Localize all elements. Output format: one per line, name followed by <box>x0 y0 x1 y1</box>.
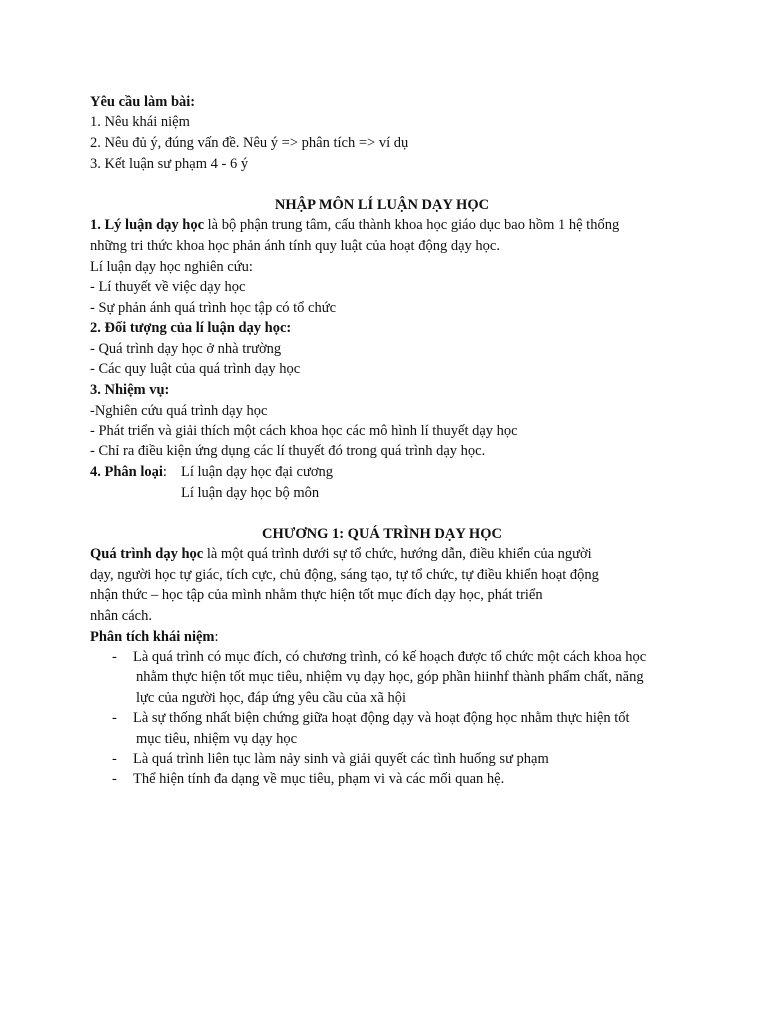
bullet-text: nhằm thực hiện tốt mục tiêu, nhiệm vụ dạy học, góp phần hiinhf thành phẩm chất, năng <box>136 669 644 685</box>
analysis-line <box>90 627 219 647</box>
list-item: - Phát triển và giải thích một cách khoa học các mô hình lí thuyết dạy học <box>90 423 518 439</box>
classification-line <box>90 462 167 482</box>
definition-term: Quá trình dạy học <box>90 546 204 562</box>
heading-colon: : <box>214 629 219 645</box>
definition-line: những tri thức khoa học phản ánh tính quy luật của hoạt động dạy học. <box>90 238 500 254</box>
requirement-item: 3. Kết luận sư phạm 4 - 6 ý <box>90 156 249 172</box>
list-item: - Sự phản ánh quá trình học tập có tổ chức <box>90 300 337 316</box>
bullet-text: Là sự thống nhất biện chứng giữa hoạt động dạy và hoạt động học nhằm thực hiện tốt <box>133 710 630 726</box>
bullet-dash: - <box>112 649 117 665</box>
bullet-text: lực của người học, đáp ứng yêu cầu của xã hội <box>136 690 406 706</box>
definition-line: nhận thức – học tập của mình nhằm thực hiện tốt mục đích dạy học, phát triển <box>90 587 543 603</box>
definition-text: là một quá trình dưới sự tổ chức, hướng dẫn, điều khiển của người <box>203 546 592 562</box>
definition-term: 1. Lý luận dạy học <box>90 217 205 233</box>
subsection-heading: 4. Phân loại <box>90 464 163 480</box>
definition-line: dạy, người học tự giác, tích cực, chủ động, sáng tạo, tự tổ chức, tự điều khiển hoạt động <box>90 567 599 583</box>
bullet-dash: - <box>112 771 117 787</box>
classification-item: Lí luận dạy học đại cương <box>181 464 334 480</box>
bullet-text: Là quá trình có mục đích, có chương trình, có kế hoạch được tổ chức một cách khoa học <box>133 649 647 665</box>
definition-line <box>90 215 619 235</box>
bullet-text: Là quá trình liên tục làm nảy sinh và giải quyết các tình huống sư phạm <box>133 751 549 767</box>
definition-text: là bộ phận trung tâm, cấu thành khoa học giáo dục bao hồm 1 hệ thống <box>204 217 620 233</box>
list-item: - Lí thuyết về việc dạy học <box>90 279 246 295</box>
list-item: - Quá trình dạy học ở nhà trường <box>90 341 282 357</box>
section-title-chapter1: CHƯƠNG 1: QUÁ TRÌNH DẠY HỌC <box>262 526 502 542</box>
definition-line <box>90 544 592 564</box>
subsection-heading: 2. Đối tượng của lí luận dạy học: <box>90 320 292 336</box>
heading-colon: : <box>162 464 167 480</box>
requirement-item: 2. Nêu đủ ý, đúng vấn đề. Nêu ý => phân tích => ví dụ <box>90 135 409 151</box>
list-item: - Chỉ ra điều kiện ứng dụng các lí thuyết đó trong quá trình dạy học. <box>90 443 486 459</box>
requirement-item: 1. Nêu khái niệm <box>90 114 190 130</box>
bullet-text: Thể hiện tính đa dạng về mục tiêu, phạm vi và các mối quan hệ. <box>133 771 505 787</box>
research-label: Lí luận dạy học nghiên cứu: <box>90 259 253 275</box>
requirements-heading: Yêu cầu làm bài: <box>90 94 196 110</box>
analysis-heading: Phân tích khái niệm <box>90 629 215 645</box>
classification-item: Lí luận dạy học bộ môn <box>181 485 320 501</box>
list-item: - Các quy luật của quá trình dạy học <box>90 361 301 377</box>
list-item: -Nghiên cứu quá trình dạy học <box>90 403 268 419</box>
subsection-heading: 3. Nhiệm vụ: <box>90 382 170 398</box>
bullet-dash: - <box>112 751 117 767</box>
bullet-dash: - <box>112 710 117 726</box>
definition-line: nhân cách. <box>90 608 152 624</box>
bullet-text: mục tiêu, nhiệm vụ dạy học <box>136 731 298 747</box>
section-title-intro: NHẬP MÔN LÍ LUẬN DẠY HỌC <box>274 197 490 213</box>
